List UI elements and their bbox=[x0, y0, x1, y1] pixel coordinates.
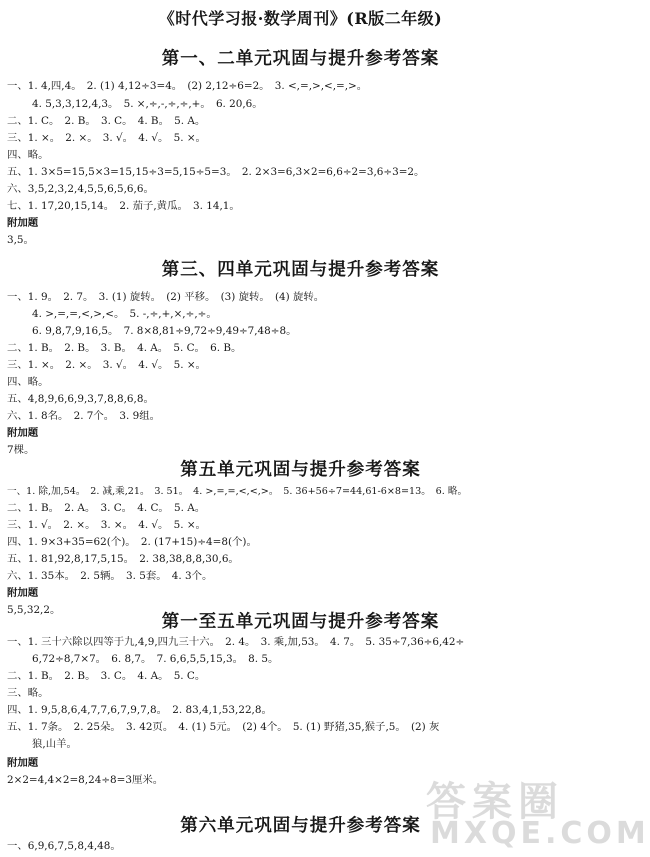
answer-line: 五、1. 7条。 2. 25朵。 3. 42页。 4. (1) 5元。 (2) 4个。 5. (1) 野猪,35,猴子,5。 (2) 灰 bbox=[7, 721, 440, 733]
answer-line: 7棵。 bbox=[7, 444, 35, 456]
answer-line: 五、1. 81,92,8,17,5,15。 2. 38,38,8,8,30,6。 bbox=[7, 553, 239, 565]
bonus-heading: 附加题 bbox=[7, 427, 39, 439]
answer-line: 6,72÷8,7×7。 6. 8,7。 7. 6,6,5,5,15,3。 8. 5。 bbox=[32, 653, 279, 665]
answer-line: 二、1. B。 2. B。 3. B。 4. A。 5. C。 6. B。 bbox=[7, 342, 242, 354]
watermark-logo-text: 答案圈 bbox=[426, 779, 564, 825]
section-title-unit-5: 第五单元巩固与提升参考答案 bbox=[180, 460, 421, 480]
answer-line: 一、1. 除,加,54。 2. 减,乘,21。 3. 51。 4. >,=,=,<,<,>。 5. 36+56÷7=44,61-6×8=13。 6. 略。 bbox=[7, 486, 468, 497]
answer-line: 五、4,8,9,6,6,9,3,7,8,8,6,8。 bbox=[7, 393, 154, 405]
section-title-units-3-4: 第三、四单元巩固与提升参考答案 bbox=[161, 260, 440, 280]
answer-line: 5,5,32,2。 bbox=[7, 604, 61, 616]
bonus-heading: 附加题 bbox=[7, 217, 39, 229]
bonus-heading: 附加题 bbox=[7, 757, 39, 769]
bonus-heading: 附加题 bbox=[7, 587, 39, 599]
section-title-units-1-5: 第一至五单元巩固与提升参考答案 bbox=[161, 612, 440, 632]
answer-line: 狼,山羊。 bbox=[32, 738, 77, 750]
answer-line: 四、1. 9,5,8,6,4,7,7,6,7,9,7,8。 2. 83,4,1,53,22,8。 bbox=[7, 704, 272, 716]
answer-line: 六、1. 8名。 2. 7个。 3. 9组。 bbox=[7, 410, 160, 422]
answer-line: 三、1. √。 2. ×。 3. ×。 4. √。 5. ×。 bbox=[7, 519, 206, 531]
answer-line: 三、1. ×。 2. ×。 3. √。 4. √。 5. ×。 bbox=[7, 359, 206, 371]
section-title-units-1-2: 第一、二单元巩固与提升参考答案 bbox=[161, 49, 440, 69]
answer-line: 一、1. 三十六除以四等于九,4,9,四九三十六。 2. 4。 3. 乘,加,53。 4. 7。 5. 35÷7,36÷6,42÷ bbox=[7, 636, 465, 648]
answer-line: 4. >,=,=,<,>,<。 5. -,÷,+,×,÷,÷。 bbox=[32, 308, 217, 320]
answer-line: 五、1. 3×5=15,5×3=15,15÷3=5,15÷5=3。 2. 2×3=6,3×2=6,6÷2=3,6÷3=2。 bbox=[7, 166, 425, 178]
answer-line: 六、1. 35本。 2. 5辆。 3. 5套。 4. 3个。 bbox=[7, 570, 213, 582]
section-title-unit-6: 第六单元巩固与提升参考答案 bbox=[180, 816, 421, 836]
site-watermark bbox=[420, 770, 650, 855]
answer-line: 六、3,5,2,3,2,4,5,5,6,5,6,6。 bbox=[7, 183, 154, 195]
answer-line: 四、1. 9×3+35=62(个)。 2. (17+15)÷4=8(个)。 bbox=[7, 536, 257, 548]
newspaper-title: 《时代学习报·数学周刊》(R版二年级) bbox=[158, 9, 443, 28]
answer-line: 一、1. 4,四,4。 2. (1) 4,12÷3=4。 (2) 2,12÷6=2。 3. <,=,>,<,=,>。 bbox=[7, 80, 368, 92]
answer-line: 三、略。 bbox=[7, 687, 49, 699]
answer-line: 四、略。 bbox=[7, 149, 49, 161]
watermark-url-text: MXQE.COM bbox=[430, 816, 650, 851]
answer-line: 6. 9,8,7,9,16,5。 7. 8×8,81÷9,72÷9,49÷7,48÷8。 bbox=[32, 325, 297, 337]
answer-line: 二、1. C。 2. B。 3. C。 4. B。 5. A。 bbox=[7, 115, 206, 127]
answer-line: 二、1. B。 2. A。 3. C。 4. C。 5. A。 bbox=[7, 502, 206, 514]
answer-line: 4. 5,3,3,12,4,3。 5. ×,÷,-,÷,÷,+。 6. 20,6。 bbox=[32, 98, 263, 110]
answer-line: 二、1. B。 2. B。 3. C。 4. A。 5. C。 bbox=[7, 670, 206, 682]
answer-line: 一、1. 9。 2. 7。 3. (1) 旋转。 (2) 平移。 (3) 旋转。 (4) 旋转。 bbox=[7, 291, 325, 303]
answer-line: 2×2=4,4×2=8,24÷8=3厘米。 bbox=[7, 774, 164, 786]
answer-line: 四、略。 bbox=[7, 376, 49, 388]
answer-line: 一、6,9,6,7,5,8,4,48。 bbox=[7, 840, 121, 852]
answer-line: 3,5。 bbox=[7, 234, 34, 246]
answer-line: 三、1. ×。 2. ×。 3. √。 4. √。 5. ×。 bbox=[7, 132, 206, 144]
answer-line: 七、1. 17,20,15,14。 2. 茄子,黄瓜。 3. 14,1。 bbox=[7, 200, 240, 212]
